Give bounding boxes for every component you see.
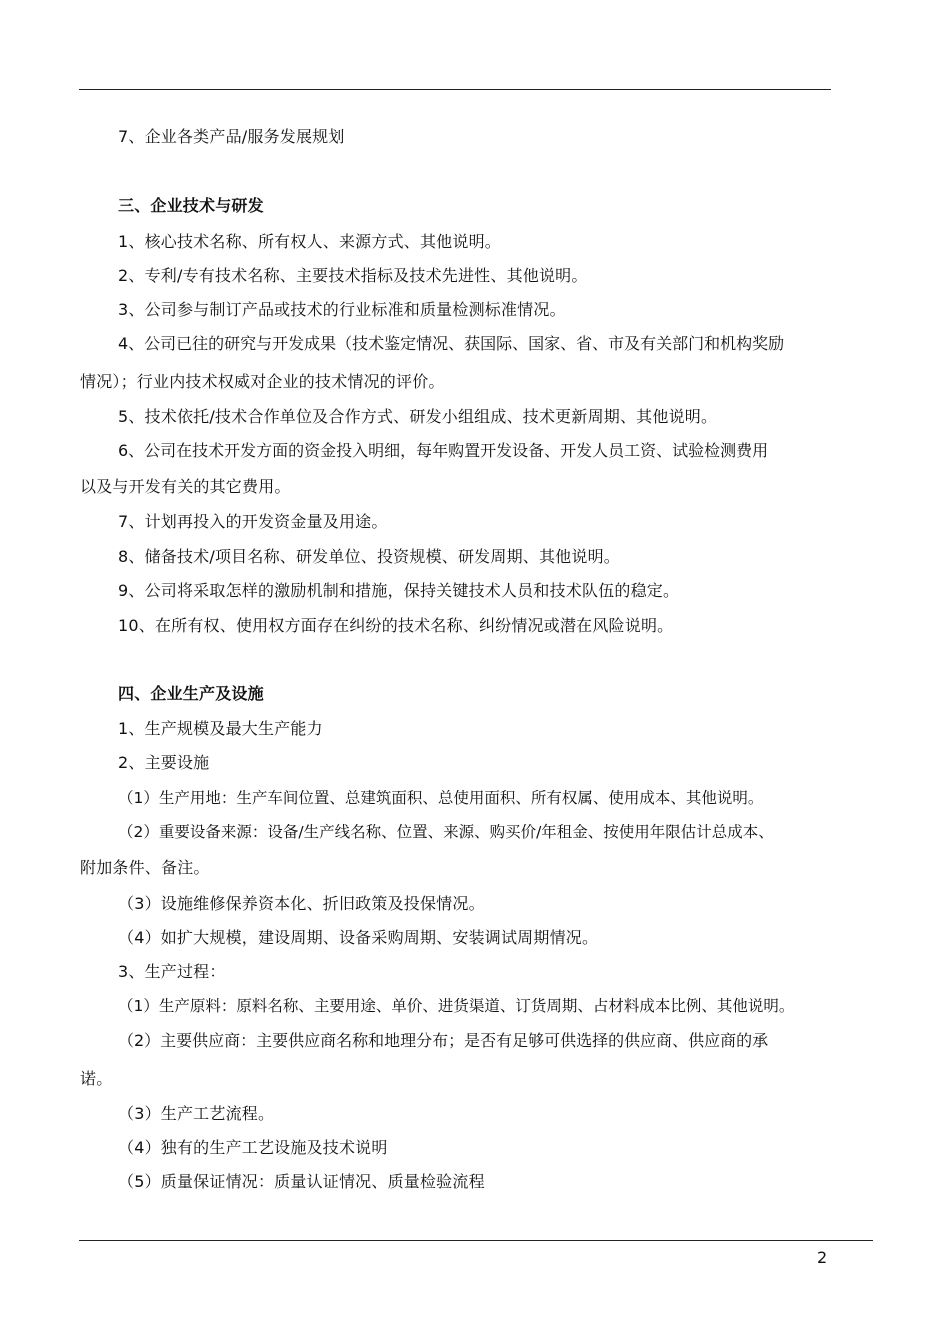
list-item: 5、技术依托/技术合作单位及合作方式、研发小组组成、技术更新周期、其他说明。: [118, 407, 718, 426]
list-item-continuation: 情况）；行业内技术权威对企业的技术情况的评价。: [80, 372, 445, 391]
list-item: 10、在所有权、使用权方面存在纠纷的技术名称、纠纷情况或潜在风险说明。: [118, 616, 674, 635]
page-number: 2: [817, 1248, 828, 1267]
list-item: 8、储备技术/项目名称、研发单位、投资规模、研发周期、其他说明。: [118, 547, 620, 566]
list-item: 2、主要设施: [118, 753, 210, 772]
footer-rule: [79, 1240, 873, 1241]
list-item: 1、核心技术名称、所有权人、来源方式、其他说明。: [118, 232, 501, 251]
sub-item: （4）如扩大规模，建设周期、设备采购周期、安装调试周期情况。: [118, 928, 599, 947]
sub-item: （1）生产用地：生产车间位置、总建筑面积、总使用面积、所有权属、使用成本、其他说明。: [118, 789, 764, 807]
sub-item: （3）设施维修保养资本化、折旧政策及投保情况。: [118, 894, 485, 913]
sub-item: （4）独有的生产工艺设施及技术说明: [118, 1138, 388, 1157]
header-rule: [79, 89, 831, 90]
sub-item: （5）质量保证情况：质量认证情况、质量检验流程: [118, 1172, 485, 1191]
list-item: 7、计划再投入的开发资金量及用途。: [118, 512, 388, 531]
list-item: 4、公司已往的研究与开发成果（技术鉴定情况、获国际、国家、省、市及有关部门和机构奖励: [118, 334, 785, 353]
sub-item: （2）主要供应商：主要供应商名称和地理分布；是否有足够可供选择的供应商、供应商的承: [118, 1031, 769, 1050]
list-item: 3、生产过程：: [118, 962, 226, 981]
sub-item: （1）生产原料：原料名称、主要用途、单价、进货渠道、订货周期、占材料成本比例、其他说明。: [118, 997, 795, 1015]
sub-item: （3）生产工艺流程。: [118, 1104, 275, 1123]
section-heading: 四、企业生产及设施: [118, 684, 264, 703]
list-item-continuation: 以及与开发有关的其它费用。: [80, 477, 291, 496]
list-item: 6、公司在技术开发方面的资金投入明细，每年购置开发设备、开发人员工资、试验检测费用: [118, 441, 769, 460]
sub-item-continuation: 诺。: [80, 1069, 113, 1088]
section-heading: 三、企业技术与研发: [118, 196, 264, 215]
list-item: 2、专利/专有技术名称、主要技术指标及技术先进性、其他说明。: [118, 266, 588, 285]
list-item: 1、生产规模及最大生产能力: [118, 719, 323, 738]
list-item: 7、企业各类产品/服务发展规划: [118, 127, 345, 146]
sub-item: （2）重要设备来源：设备/生产线名称、位置、来源、购买价/年租金、按使用年限估计总成本、: [118, 823, 774, 841]
sub-item-continuation: 附加条件、备注。: [80, 858, 210, 877]
list-item: 9、公司将采取怎样的激励机制和措施，保持关键技术人员和技术队伍的稳定。: [118, 581, 680, 600]
list-item: 3、公司参与制订产品或技术的行业标准和质量检测标准情况。: [118, 300, 566, 319]
